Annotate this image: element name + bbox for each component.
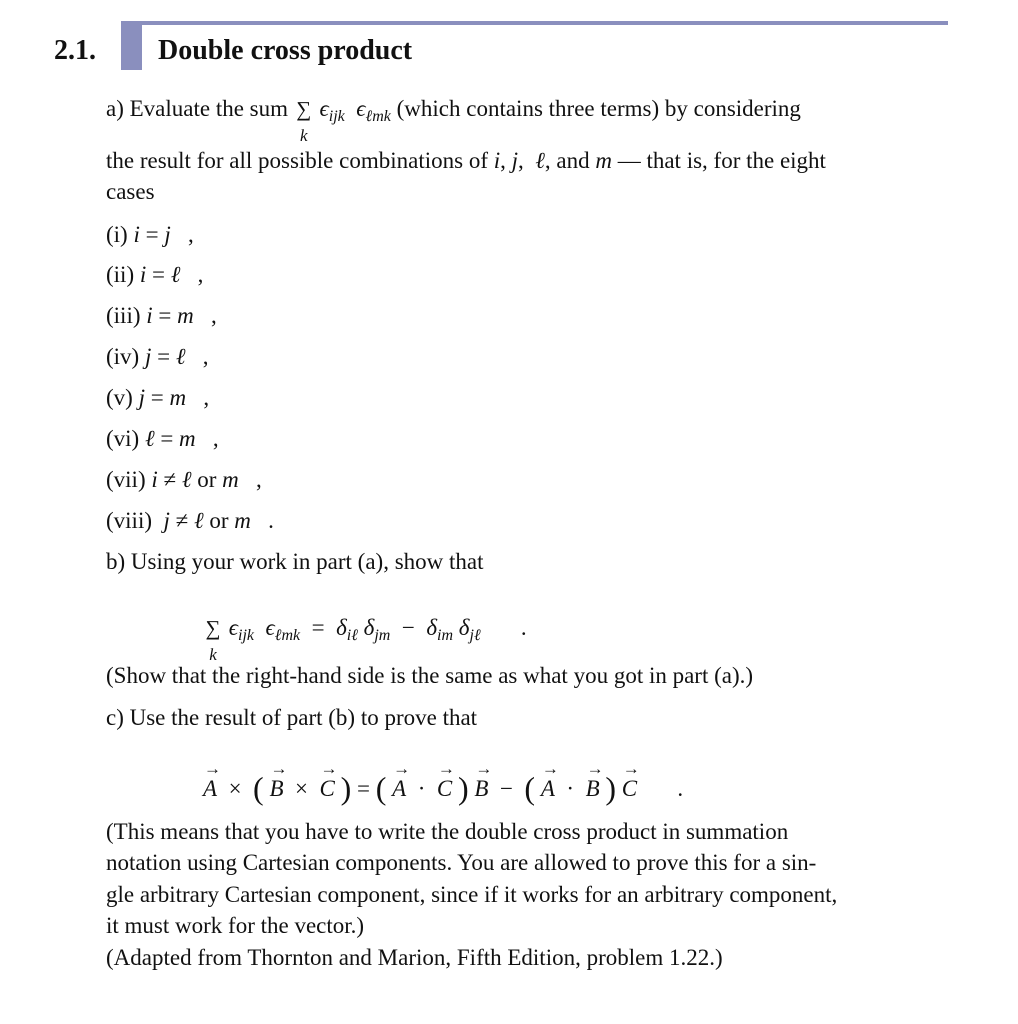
epsilon-product: $\epsilon_{ijk}$ $\epsilon_{\ell mk}$ — [319, 96, 391, 125]
case-item: (i) i = j , — [106, 222, 194, 247]
case-item: (ii) i = ℓ , — [106, 262, 204, 287]
part-c-paragraph: notation using Cartesian components. You are allowed to prove this for a sin- — [106, 850, 817, 875]
part-c-paragraph: it must work for the vector.) — [106, 913, 365, 938]
part-a-line-3: cases — [106, 179, 155, 204]
section-header-rule — [121, 21, 948, 25]
case-item: (v) j = m , — [106, 385, 210, 410]
kronecker-identity-equation: ∑ k $\epsilon_{ijk}$ $\epsilon_{\ell mk} = \delta_{i\ell}$ $\delta_{jm} - \delta_{im}$ $\delta_{j\ell}$ . — [203, 613, 527, 643]
part-b-note: (Show that the right-hand side is the same as what you got in part (a).) — [106, 663, 754, 688]
source-note: (Adapted from Thornton and Marion, Fifth Edition, problem 1.22.) — [106, 945, 723, 970]
bac-cab-equation: → A × ( → B × → C ) = ( → A · → C ) → B − ( → A · → B ) → C . — [203, 774, 683, 804]
section-number: 2.1. — [54, 35, 96, 66]
case-item: (iii) i = m , — [106, 303, 217, 328]
case-item: (vi) ℓ = m , — [106, 426, 219, 451]
part-c-paragraph: gle arbitrary Cartesian component, since if it works for an arbitrary component, — [106, 882, 838, 907]
case-item: (vii) i ≠ ℓ or m , — [106, 467, 262, 492]
part-c-intro: c) Use the result of part (b) to prove that — [106, 705, 478, 730]
case-item: (viii) j ≠ ℓ or m . — [106, 508, 274, 533]
part-c-paragraph: (This means that you have to write the double cross product in summation — [106, 819, 789, 844]
part-b-intro: b) Using your work in part (a), show that — [106, 549, 484, 574]
part-a-line-2: the result for all possible combinations of i, j, ℓ, and m — that is, for the eight — [106, 148, 826, 173]
section-title: Double cross product — [158, 35, 413, 66]
part-a-line-1 — [106, 94, 801, 145]
section-header-marker — [121, 25, 142, 70]
case-item: (iv) j = ℓ , — [106, 344, 209, 369]
sum-symbol: ∑ k — [296, 97, 312, 145]
part-a-suffix: (which contains three terms) by considering — [396, 96, 801, 121]
part-a-prefix: a) Evaluate the sum — [106, 96, 289, 121]
sum-symbol: ∑ k — [205, 616, 221, 664]
index-list: i, j, ℓ — [493, 148, 545, 173]
